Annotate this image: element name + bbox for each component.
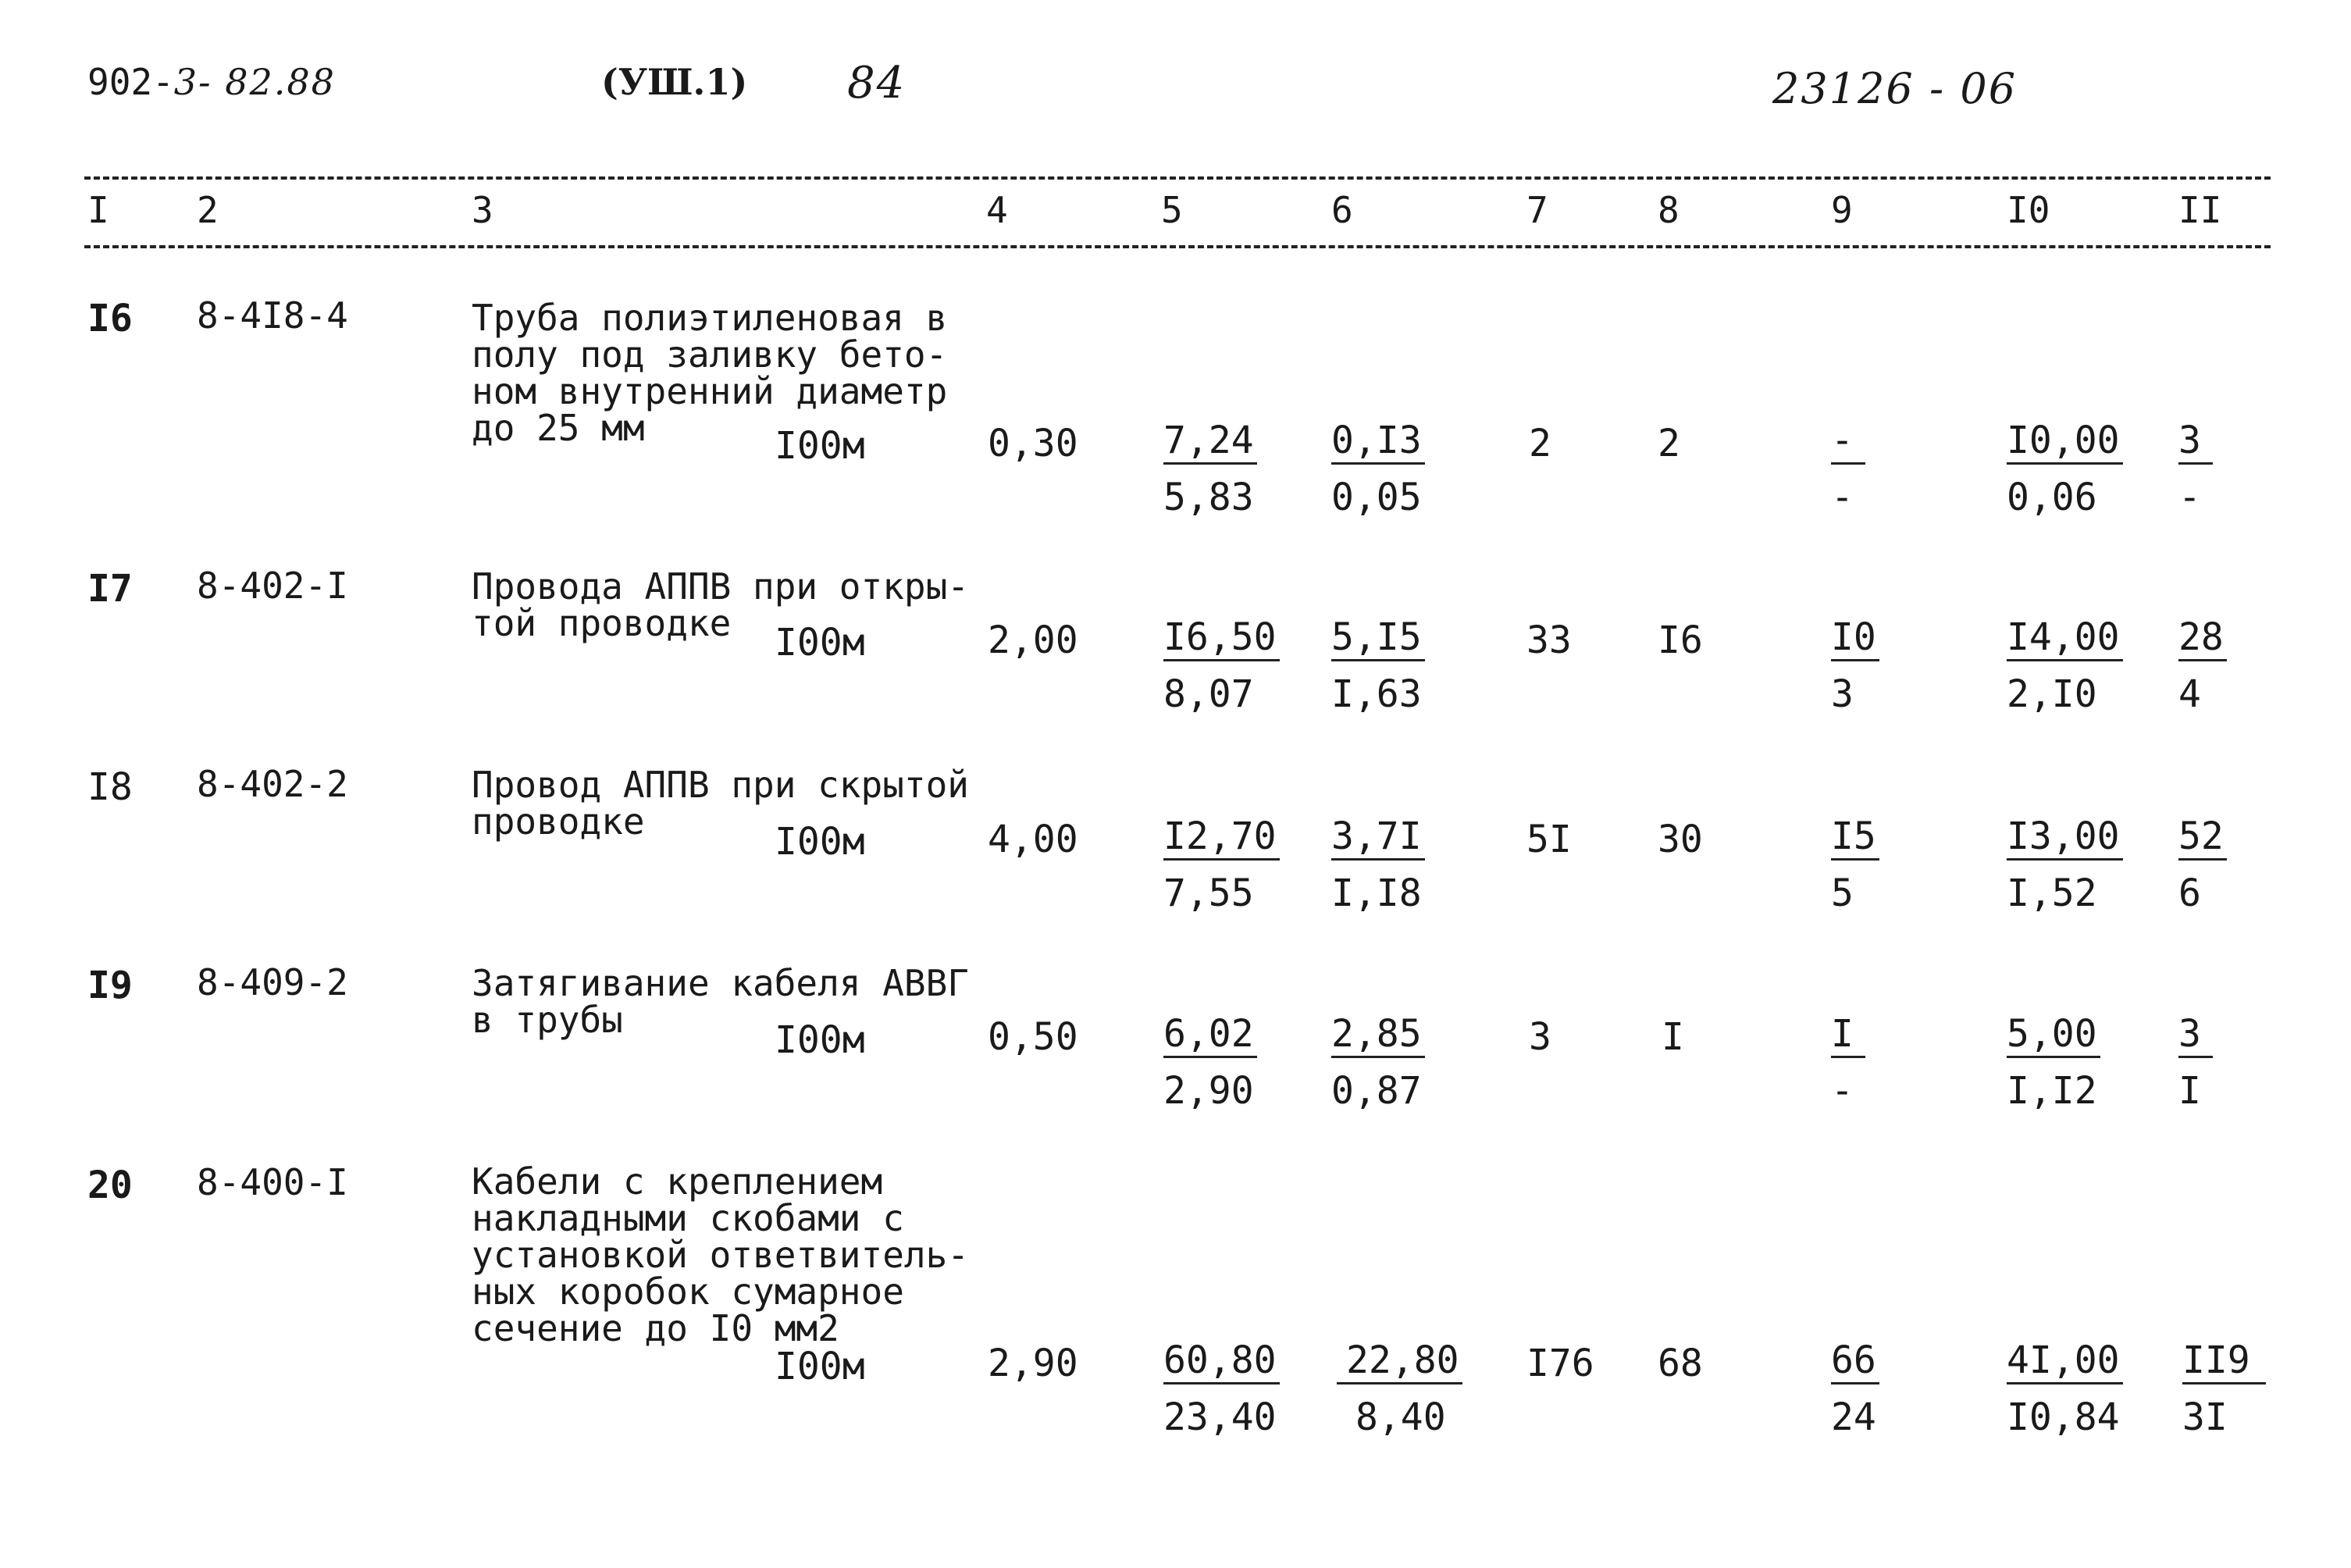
col8-value: 30 bbox=[1658, 818, 1703, 861]
work-description: Труба полиэтиленовая в полу под заливку бето- ном внутренний диаметр до 25 мм bbox=[472, 297, 948, 449]
unit: I00м bbox=[775, 1018, 865, 1062]
quantity: 0,50 bbox=[988, 1015, 1078, 1059]
column-number-8: 8 bbox=[1658, 189, 1680, 231]
work-description: Провод АППВ при скрытой проводке bbox=[472, 764, 969, 843]
work-description: Провода АППВ при откры- той проводке bbox=[472, 565, 969, 644]
col10-value: $\frac{I0,00}{0,06}$ bbox=[2007, 422, 2123, 516]
norm-code: 8-409-2 bbox=[197, 961, 348, 1003]
col8-value: I bbox=[1662, 1015, 1684, 1059]
col8-value: 2 bbox=[1658, 422, 1680, 465]
unit: I00м bbox=[775, 820, 865, 864]
column-number-2: 2 bbox=[197, 189, 219, 231]
col9-value: - - bbox=[1831, 422, 1865, 516]
column-number-6: 6 bbox=[1331, 189, 1353, 231]
col9-value: $\frac{I5}{5}$ bbox=[1831, 818, 1879, 912]
col5-value: $\frac{60,80}{23,40}$ bbox=[1163, 1342, 1280, 1436]
col7-value: 33 bbox=[1526, 618, 1572, 662]
quantity: 0,30 bbox=[988, 422, 1078, 465]
col9-value: $\frac{66}{24}$ bbox=[1831, 1342, 1879, 1436]
col11-value: 3 - bbox=[2178, 422, 2213, 516]
column-number-3: 3 bbox=[472, 189, 493, 231]
col7-value: 3 bbox=[1529, 1015, 1551, 1059]
col7-value: 5I bbox=[1526, 818, 1572, 861]
col6-value: $\frac{2,85}{0,87}$ bbox=[1331, 1015, 1425, 1110]
col5-value: $\frac{I2,70}{7,55}$ bbox=[1163, 818, 1280, 912]
column-number-7: 7 bbox=[1526, 189, 1548, 231]
row-number: 20 bbox=[87, 1164, 133, 1207]
col10-value: $\frac{I4,00}{2,I0}$ bbox=[2007, 618, 2123, 713]
col5-value: $\frac{6,02}{2,90}$ bbox=[1163, 1015, 1257, 1110]
section-label: (УШ.1) bbox=[601, 61, 748, 103]
col8-value: 68 bbox=[1658, 1342, 1703, 1385]
col11-value: $\frac{28}{4}$ bbox=[2178, 618, 2227, 713]
col7-value: 2 bbox=[1529, 422, 1551, 465]
header-rule-bottom bbox=[84, 245, 2271, 248]
col10-value: $\frac{5,00}{I,I2}$ bbox=[2007, 1015, 2100, 1110]
column-number-9: 9 bbox=[1831, 189, 1853, 231]
row-number: I8 bbox=[87, 765, 133, 809]
col5-value: $\frac{7,24}{5,83}$ bbox=[1163, 422, 1257, 516]
col10-value: $\frac{4I,00}{I0,84}$ bbox=[2007, 1342, 2123, 1436]
col8-value: I6 bbox=[1658, 618, 1703, 662]
unit: I00м bbox=[775, 424, 865, 468]
column-number-11: II bbox=[2178, 189, 2222, 231]
page-number: 84 bbox=[847, 58, 907, 109]
archive-number: 23126 - 06 bbox=[1772, 64, 2018, 113]
col6-value: $\frac{3,7I}{I,I8}$ bbox=[1331, 818, 1425, 912]
doc-code-prefix: 902- bbox=[87, 61, 174, 103]
quantity: 4,00 bbox=[988, 818, 1078, 861]
work-description: Затягивание кабеля АВВГ в трубы bbox=[472, 962, 969, 1041]
doc-code-handwritten: 3- 82.88 bbox=[173, 61, 336, 103]
col7-value: I76 bbox=[1526, 1342, 1594, 1385]
row-number: I9 bbox=[87, 964, 133, 1007]
doc-code bbox=[87, 61, 336, 103]
col11-value: $\frac{3}{I}$ bbox=[2178, 1015, 2213, 1110]
col6-value: $\frac{0,I3}{0,05}$ bbox=[1331, 422, 1425, 516]
column-number-1: I bbox=[87, 189, 109, 231]
col11-value: $\frac{II9}{3I}$ bbox=[2182, 1342, 2266, 1436]
norm-code: 8-402-I bbox=[197, 565, 348, 607]
norm-code: 8-402-2 bbox=[197, 763, 348, 805]
col5-value: $\frac{I6,50}{8,07}$ bbox=[1163, 618, 1280, 713]
col9-value: $\frac{I0}{3}$ bbox=[1831, 618, 1879, 713]
unit: I00м bbox=[775, 621, 865, 665]
col9-value: I - bbox=[1831, 1015, 1865, 1110]
norm-code: 8-4I8-4 bbox=[197, 294, 348, 337]
norm-code: 8-400-I bbox=[197, 1161, 348, 1203]
row-number: I7 bbox=[87, 567, 133, 611]
col6-value: $\frac{22,80}{8,40}$ bbox=[1337, 1342, 1462, 1436]
quantity: 2,90 bbox=[988, 1342, 1078, 1385]
work-description: Кабели с креплением накладными скобами с установкой ответвитель- ных коробок сумарное сечение до I0 мм2 bbox=[472, 1160, 969, 1349]
col11-value: $\frac{52}{6}$ bbox=[2178, 818, 2227, 912]
column-number-10: I0 bbox=[2007, 189, 2050, 231]
column-number-4: 4 bbox=[986, 189, 1008, 231]
col10-value: $\frac{I3,00}{I,52}$ bbox=[2007, 818, 2123, 912]
column-number-5: 5 bbox=[1161, 189, 1183, 231]
unit: I00м bbox=[775, 1345, 865, 1388]
col6-value: $\frac{5,I5}{I,63}$ bbox=[1331, 618, 1425, 713]
quantity: 2,00 bbox=[988, 618, 1078, 662]
header-rule-top bbox=[84, 176, 2271, 180]
row-number: I6 bbox=[87, 297, 133, 340]
